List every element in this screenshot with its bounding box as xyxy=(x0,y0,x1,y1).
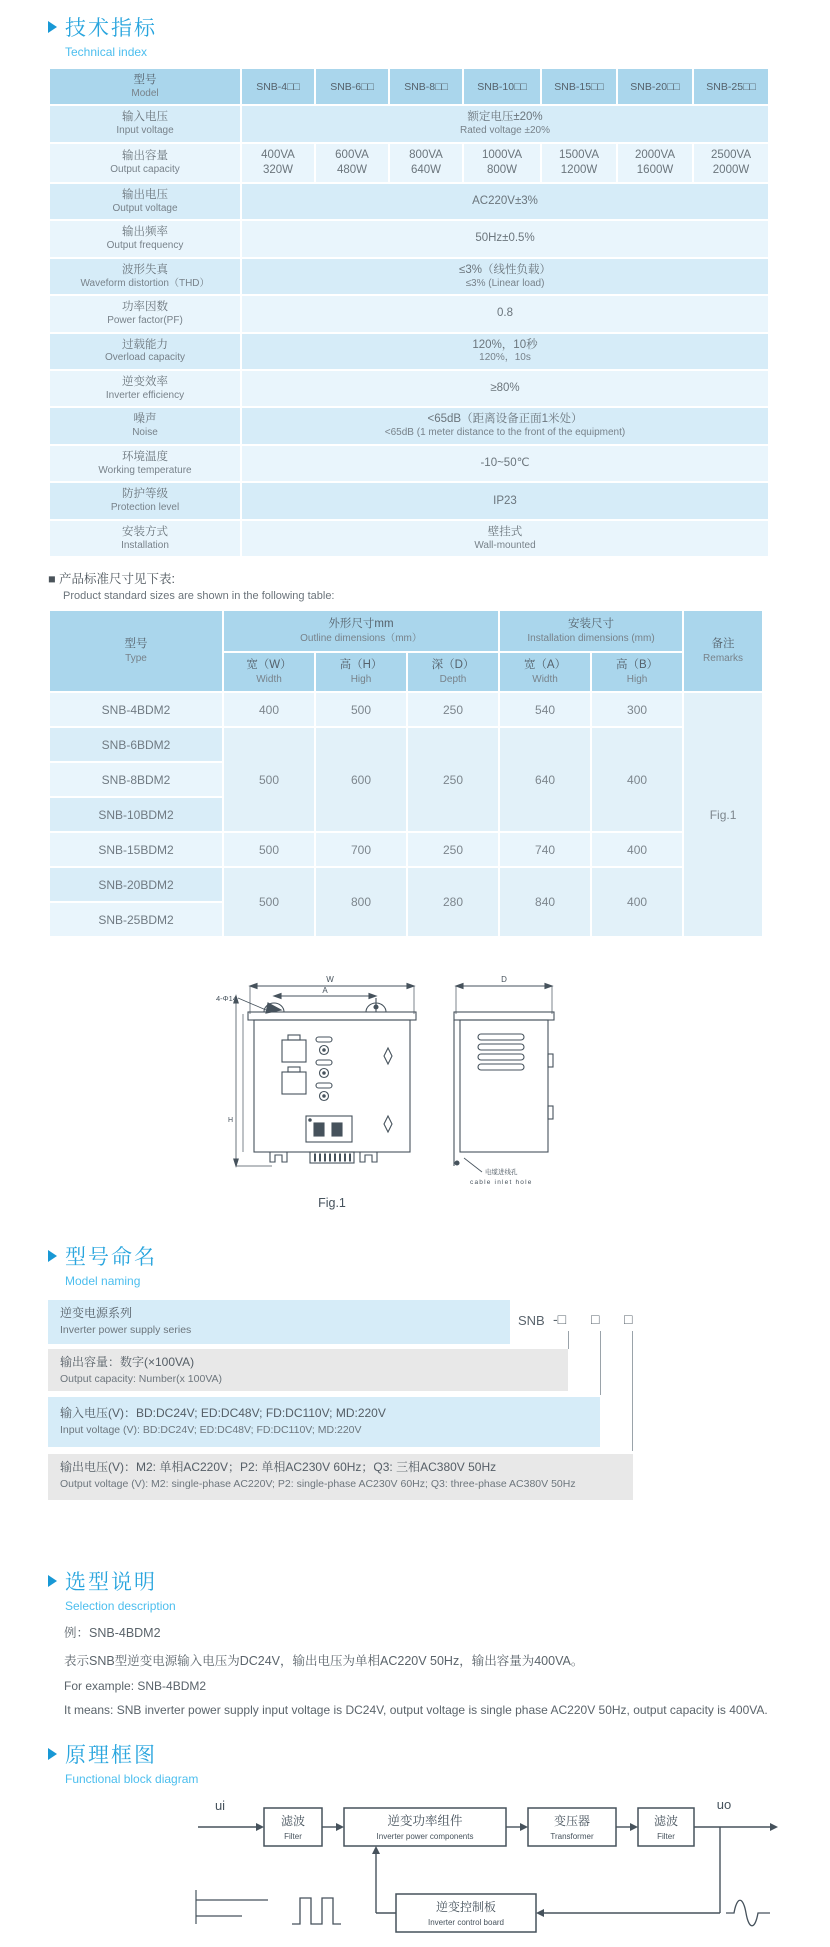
spec-label: 输出容量 Output capacity xyxy=(50,144,240,182)
dim-w-label: W xyxy=(326,975,334,985)
spec-row-protection xyxy=(50,483,768,518)
sizes-note-zh: ■ 产品标准尺寸见下表: xyxy=(48,572,175,587)
dim-h-label: H xyxy=(228,1117,234,1125)
dim-value: 800 xyxy=(316,868,406,936)
sizes-note-en: Product standard sizes are shown in the following table: xyxy=(63,590,335,603)
spec-value: 额定电压±20% Rated voltage ±20% xyxy=(242,106,768,141)
spec-value: 50Hz±0.5% xyxy=(242,221,768,256)
dim-value: 280 xyxy=(408,868,498,936)
transformer-label-zh: 变压器 xyxy=(553,1814,591,1829)
figure-caption: Fig.1 xyxy=(318,1196,346,1211)
square-wave-icon xyxy=(292,1898,341,1924)
spec-header-model: 型号 Model xyxy=(50,69,240,104)
fig1-technical-drawing xyxy=(216,970,576,1223)
cabinet-drawing-svg xyxy=(216,970,576,1218)
naming-row-series: 逆变电源系列 Inverter power supply series xyxy=(48,1300,510,1344)
dim-value: 640 xyxy=(500,728,590,831)
functional-block-diagram-svg xyxy=(144,1794,784,1942)
dim-col-h: 高（H） High xyxy=(316,653,406,691)
dim-header-outline: 外形尺寸mm Outline dimensions（mm） xyxy=(224,611,498,651)
dim-model: SNB-15BDM2 xyxy=(50,833,222,866)
dim-value: 250 xyxy=(408,728,498,831)
dim-model: SNB-8BDM2 xyxy=(50,763,222,796)
technical-spec-table xyxy=(48,67,770,558)
section-arrow-icon xyxy=(48,21,57,33)
spec-value: 壁挂式 Wall-mounted xyxy=(242,521,768,556)
model-code-slot-3: □ xyxy=(624,1311,633,1328)
dim-header-install: 安装尺寸 Installation dimensions (mm) xyxy=(500,611,682,651)
dim-col-w: 宽（W） Width xyxy=(224,653,314,691)
section-block-diagram xyxy=(48,1739,790,1769)
spec-label: 输入电压 Input voltage xyxy=(50,106,240,141)
dim-value: 400 xyxy=(224,693,314,726)
selection-example-zh: 例：SNB-4BDM2 xyxy=(64,1626,161,1641)
dim-value: 400 xyxy=(592,868,682,936)
model-code-slot-1: -□ xyxy=(553,1311,567,1328)
dimensions-table xyxy=(48,609,764,938)
connector-line xyxy=(600,1331,601,1395)
dim-value: 500 xyxy=(316,693,406,726)
dim-value: 840 xyxy=(500,868,590,936)
filter1-label-zh: 滤波 xyxy=(280,1814,306,1829)
dim-model: SNB-20BDM2 xyxy=(50,868,222,901)
dim-value: 600 xyxy=(316,728,406,831)
spec-row-efficiency xyxy=(50,371,768,406)
dim-value: 250 xyxy=(408,693,498,726)
transformer-label-en: Transformer xyxy=(550,1832,594,1842)
input-label: ui xyxy=(214,1798,226,1814)
dim-value: 300 xyxy=(592,693,682,726)
side-view-drawing xyxy=(454,984,554,1173)
capacity-cell: 1000VA 800W xyxy=(464,144,540,182)
spec-row-output-voltage xyxy=(50,184,768,219)
front-view-drawing xyxy=(234,984,416,1167)
spec-row-installation xyxy=(50,521,768,556)
model-naming-diagram xyxy=(48,1300,760,1542)
dim-value: 400 xyxy=(592,728,682,831)
spec-row-output-capacity xyxy=(50,144,768,182)
spec-label: 输出电压 Output voltage xyxy=(50,184,240,219)
section-title-en: Technical index xyxy=(65,45,148,59)
dim-value: 540 xyxy=(500,693,590,726)
spec-label: 输出频率 Output frequency xyxy=(50,221,240,256)
spec-row-waveform-distortion xyxy=(50,259,768,294)
dim-model: SNB-4BDM2 xyxy=(50,693,222,726)
dim-col-a: 宽（A） Width xyxy=(500,653,590,691)
control-board-label-en: Inverter control board xyxy=(427,1918,505,1928)
section-arrow-icon xyxy=(48,1575,57,1587)
spec-label: 防护等级 Protection level xyxy=(50,483,240,518)
filter2-label-zh: 滤波 xyxy=(653,1814,679,1829)
spec-value: 0.8 xyxy=(242,296,768,331)
dim-d-label: D xyxy=(501,975,507,985)
spec-value: ≤3%（线性负载） ≤3% (Linear load) xyxy=(242,259,768,294)
section-title-zh: 型号命名 xyxy=(65,1246,157,1270)
model-code-prefix: SNB xyxy=(518,1313,545,1329)
dim-value: 250 xyxy=(408,833,498,866)
cable-inlet-label-zh: 电缆进线孔 xyxy=(485,1169,518,1177)
connector-line xyxy=(632,1331,633,1451)
dim-remark-fig1: Fig.1 xyxy=(684,693,762,936)
section-title-en: Model naming xyxy=(65,1274,141,1289)
connector-line xyxy=(568,1331,569,1349)
dim-model: SNB-25BDM2 xyxy=(50,903,222,936)
section-selection xyxy=(48,1566,790,1596)
spec-label: 噪声 Noise xyxy=(50,408,240,443)
capacity-cell: 800VA 640W xyxy=(390,144,462,182)
capacity-cell: 400VA 320W xyxy=(242,144,314,182)
dim-col-b: 高（B） High xyxy=(592,653,682,691)
section-title-zh: 技术指标 xyxy=(65,17,157,40)
dim-row-snb15 xyxy=(50,833,762,866)
dim-model: SNB-6BDM2 xyxy=(50,728,222,761)
filter1-label-en: Filter xyxy=(284,1832,302,1842)
dim-value: 500 xyxy=(224,728,314,831)
spec-row-temperature xyxy=(50,446,768,481)
selection-meaning-zh: 表示SNB型逆变电源输入电压为DC24V，输出电压为单相AC220V 50Hz，输出容量为400VA。 xyxy=(64,1654,584,1669)
dim-row-snb20 xyxy=(50,868,762,901)
dim-col-d: 深（D） Depth xyxy=(408,653,498,691)
dim-row-snb6 xyxy=(50,728,762,761)
section-model-naming xyxy=(48,1241,790,1271)
louver-vent xyxy=(478,1044,524,1050)
spec-model-col: SNB-20□□ xyxy=(618,69,692,104)
section-arrow-icon xyxy=(48,1250,57,1262)
selection-example-en: For example: SNB-4BDM2 xyxy=(64,1679,207,1694)
dim-header-row-1 xyxy=(50,611,762,651)
spec-row-noise xyxy=(50,408,768,443)
filter2-label-en: Filter xyxy=(657,1832,675,1842)
spec-model-col: SNB-8□□ xyxy=(390,69,462,104)
dim-value: 700 xyxy=(316,833,406,866)
dim-value: 400 xyxy=(592,833,682,866)
spec-label: 功率因数 Power factor(PF) xyxy=(50,296,240,331)
naming-row-capacity: 输出容量：数字(×100VA) Output capacity: Number(x 100VA) xyxy=(48,1349,568,1391)
spec-label: 安装方式 Installation xyxy=(50,521,240,556)
spec-header-row xyxy=(50,69,768,104)
spec-label: 环境温度 Working temperature xyxy=(50,446,240,481)
spec-model-col: SNB-6□□ xyxy=(316,69,388,104)
inverter-components-label-en: Inverter power components xyxy=(376,1832,474,1842)
dim-header-remarks: 备注 Remarks xyxy=(684,611,762,691)
selection-meaning-en: It means: SNB inverter power supply input voltage is DC24V, output voltage is single phase AC220V 50Hz, output capacity is 400VA. xyxy=(64,1703,768,1718)
naming-row-output-voltage: 输出电压(V)：M2: 单相AC220V；P2: 单相AC230V 60Hz；Q3: 三相AC380V 50Hz Output voltage (V): M2: single-phase AC220V; P2: single-phase AC230V 60Hz; Q3: three-phase AC380V 50Hz xyxy=(48,1454,633,1500)
louver-vent xyxy=(478,1054,524,1060)
spec-model-col: SNB-25□□ xyxy=(694,69,768,104)
dim-header-type: 型号 Type xyxy=(50,611,222,691)
spec-label: 逆变效率 Inverter efficiency xyxy=(50,371,240,406)
control-board-label-zh: 逆变控制板 xyxy=(435,1900,497,1915)
spec-value: AC220V±3% xyxy=(242,184,768,219)
dim-value: 500 xyxy=(224,868,314,936)
spec-model-col: SNB-4□□ xyxy=(242,69,314,104)
dim-a-label: A xyxy=(322,986,328,996)
spec-model-col: SNB-10□□ xyxy=(464,69,540,104)
capacity-cell: 1500VA 1200W xyxy=(542,144,616,182)
spec-row-input-voltage xyxy=(50,106,768,141)
capacity-cell: 2500VA 2000W xyxy=(694,144,768,182)
sine-wave-icon xyxy=(726,1900,770,1926)
louver-vent xyxy=(478,1034,524,1040)
spec-label: 波形失真 Waveform distortion（THD） xyxy=(50,259,240,294)
section-title-zh: 原理框图 xyxy=(65,1744,157,1768)
dim-value: 740 xyxy=(500,833,590,866)
section-arrow-icon xyxy=(48,1748,57,1760)
spec-row-output-frequency xyxy=(50,221,768,256)
dim-model: SNB-10BDM2 xyxy=(50,798,222,831)
cable-inlet-label-en: cable inlet hole xyxy=(470,1179,533,1187)
section-title-en: Selection description xyxy=(65,1599,176,1614)
spec-value: ≥80% xyxy=(242,371,768,406)
naming-row-input-voltage: 输入电压(V)：BD:DC24V; ED:DC48V; FD:DC110V; MD:220V Input voltage (V): BD:DC24V; ED:DC48V; FD:DC110V; MD:220V xyxy=(48,1397,600,1447)
output-label: uo xyxy=(716,1797,732,1813)
model-code-slot-2: □ xyxy=(591,1311,600,1328)
selection-text xyxy=(64,1623,790,1717)
section-technical-index xyxy=(48,12,790,42)
capacity-cell: 2000VA 1600W xyxy=(618,144,692,182)
spec-value: IP23 xyxy=(242,483,768,518)
dim-row-snb4 xyxy=(50,693,762,726)
spec-model-col: SNB-15□□ xyxy=(542,69,616,104)
spec-row-overload xyxy=(50,334,768,369)
spec-value: -10~50℃ xyxy=(242,446,768,481)
holes-label: 4-Φ14 xyxy=(216,994,237,1004)
section-title-en: Functional block diagram xyxy=(65,1772,199,1787)
louver-vent xyxy=(478,1064,524,1070)
spec-value: <65dB（距离设备正面1米处） <65dB (1 meter distance to the front of the equipment) xyxy=(242,408,768,443)
capacity-cell: 600VA 480W xyxy=(316,144,388,182)
dim-value: 500 xyxy=(224,833,314,866)
spec-row-power-factor xyxy=(50,296,768,331)
spec-value: 120%，10秒 120%，10s xyxy=(242,334,768,369)
spec-label: 过载能力 Overload capacity xyxy=(50,334,240,369)
section-title-zh: 选型说明 xyxy=(65,1571,157,1595)
inverter-components-label-zh: 逆变功率组件 xyxy=(387,1814,463,1829)
